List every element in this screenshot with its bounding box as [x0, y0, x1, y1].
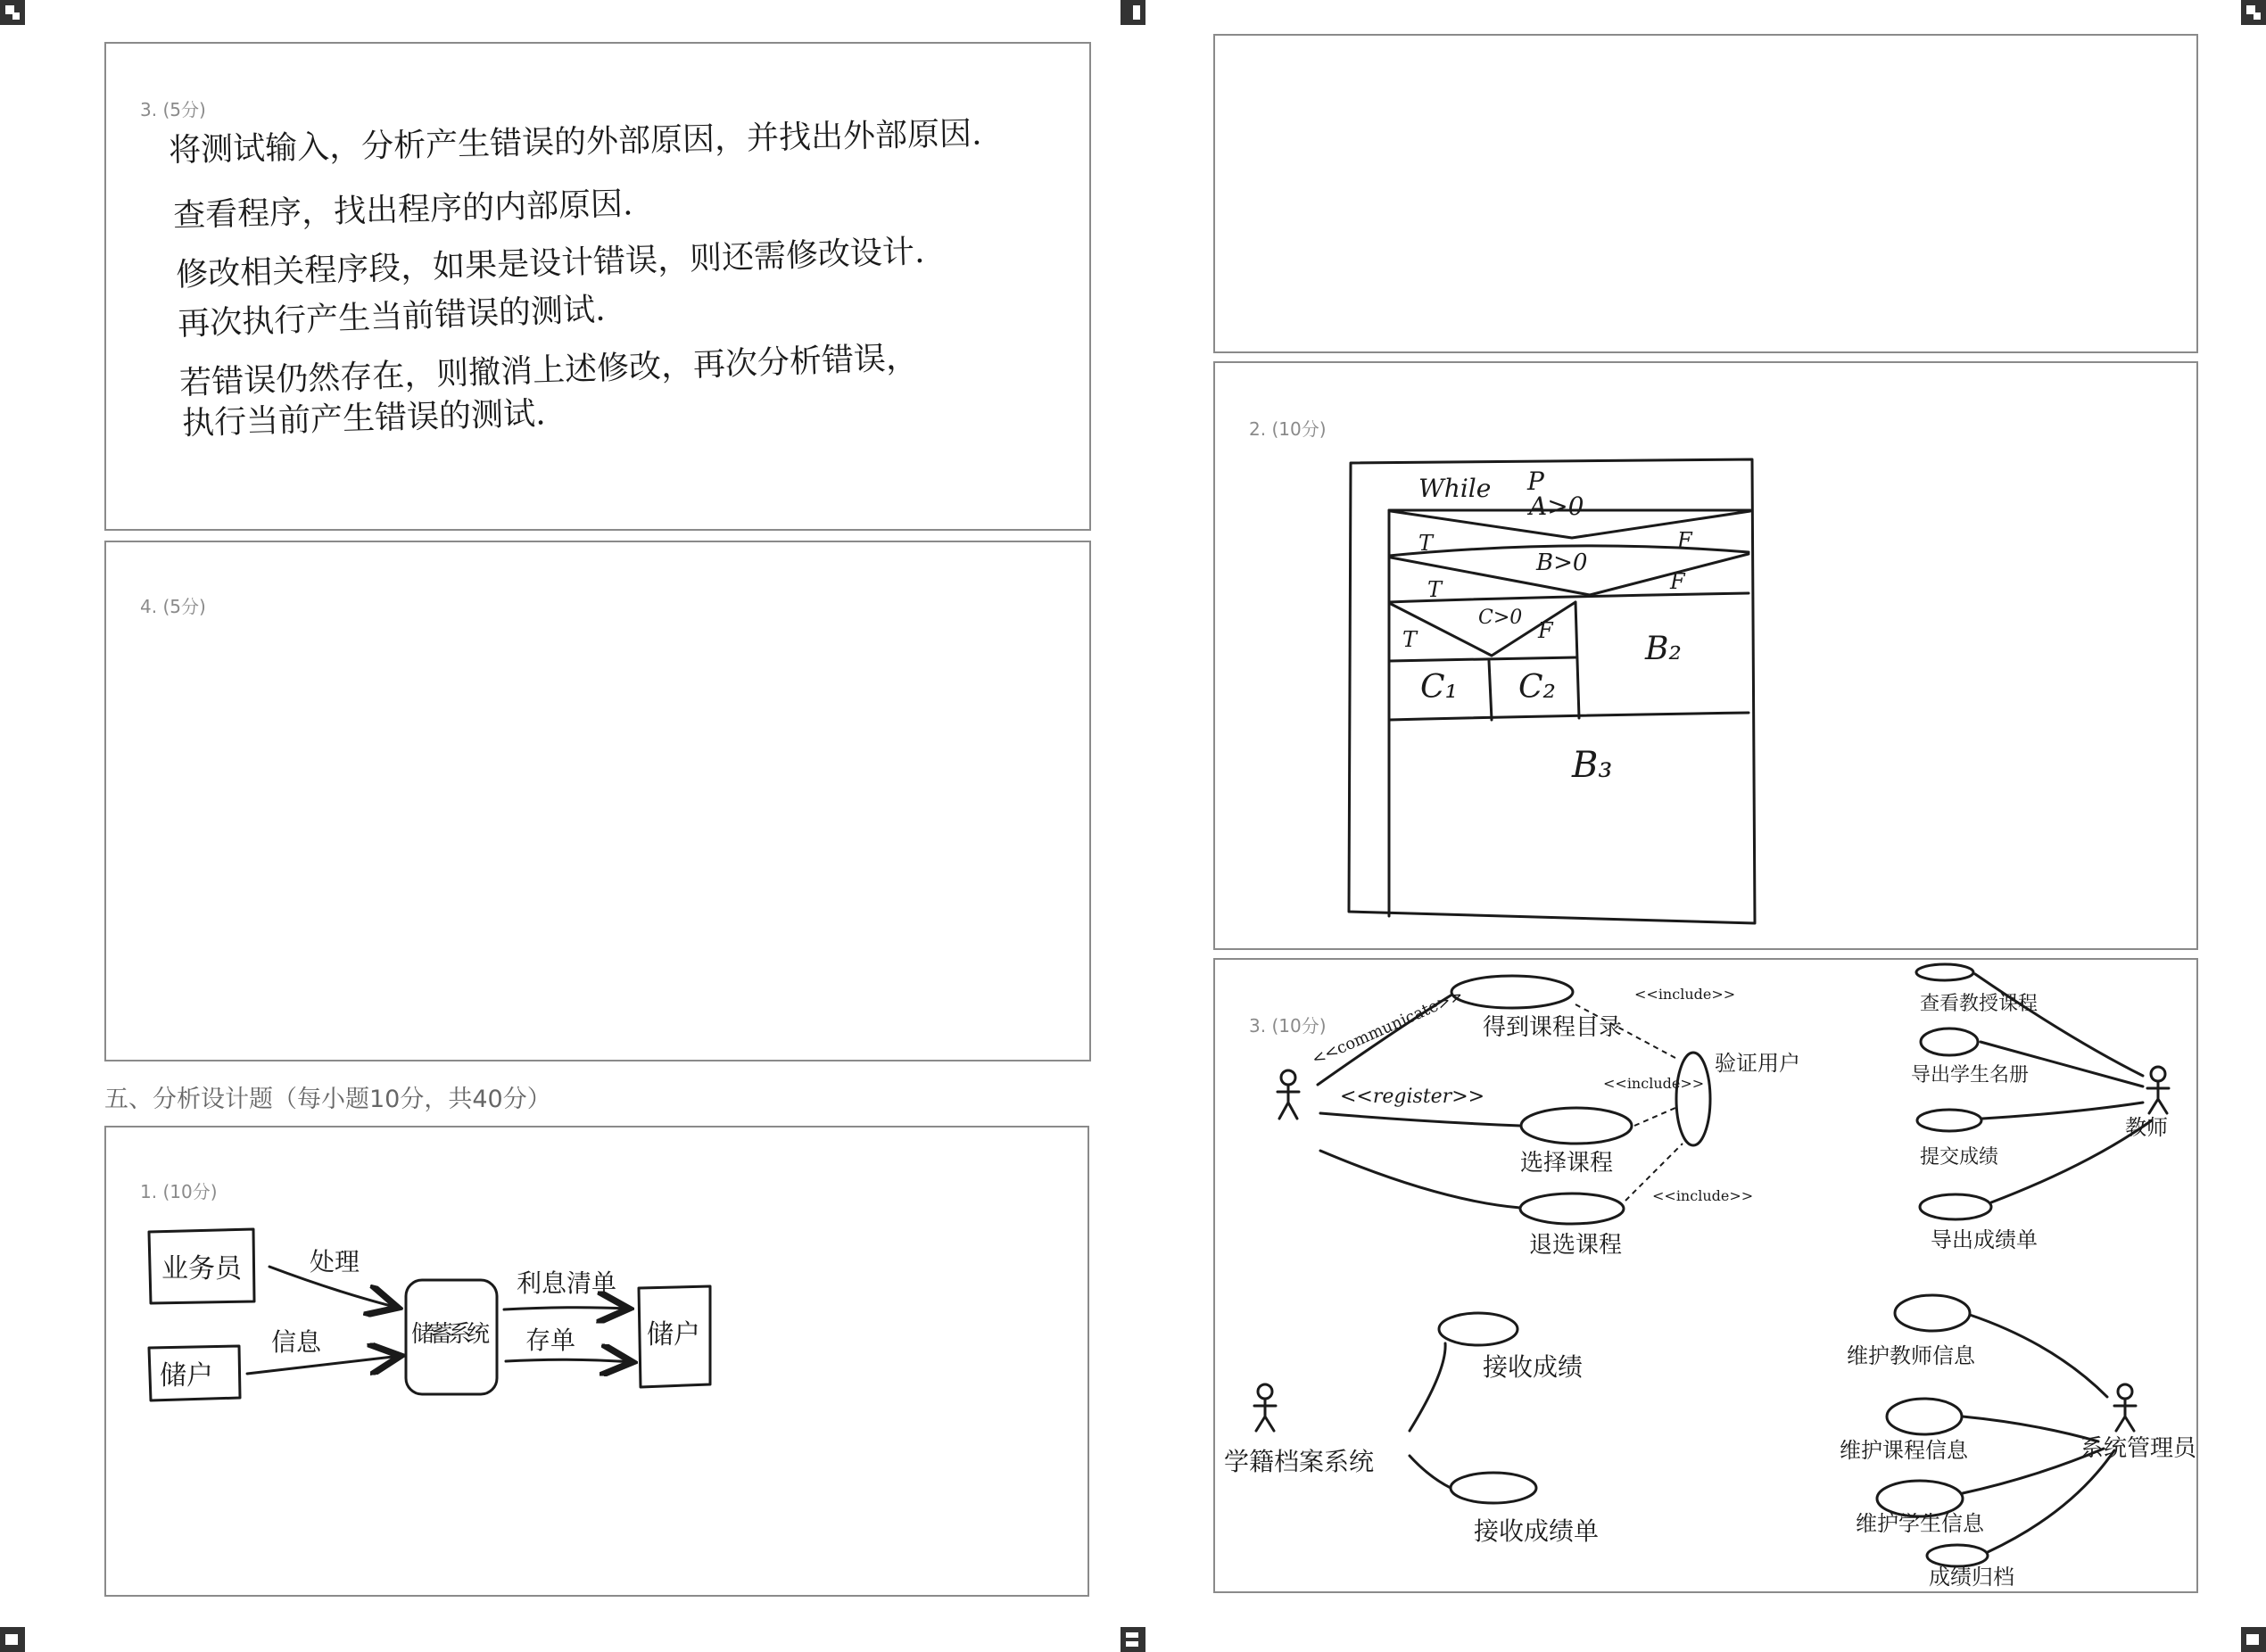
corner-marker-icon: [2241, 1627, 2266, 1652]
question-number: 3. (5分): [140, 99, 206, 120]
ns-f-label: F: [1677, 528, 1692, 553]
stereotype-include: <<include>>: [1634, 986, 1736, 1003]
usecase-teacher-view: [1916, 964, 1973, 980]
flow-process-label: 处理: [310, 1247, 360, 1276]
answer-box-q3-usecase: [1213, 958, 2198, 1593]
usecase-maintain-course: [1887, 1399, 1962, 1434]
ns-t-label: T: [1427, 577, 1443, 602]
flow-info-arrow: [247, 1356, 401, 1374]
ns-t-label: T: [1402, 627, 1418, 652]
answer-box-q1: [104, 1126, 1089, 1597]
flow-interest-label: 利息清单: [517, 1268, 617, 1298]
ns-while-label: While: [1418, 474, 1492, 503]
ns-p-label: P: [1527, 467, 1544, 496]
flow-receipt-arrow: [506, 1359, 633, 1362]
usecase-drop-course-label: 退选课程: [1529, 1232, 1623, 1259]
usecase-maintain-student-label: 维护学生信息: [1856, 1511, 1984, 1536]
corner-marker-icon: [2241, 0, 2266, 25]
usecase-receive-transcript: [1451, 1473, 1536, 1503]
corner-marker-icon: [0, 0, 25, 25]
answer-line: 若错误仍然存在，则撤消上述修改，再次分析错误，: [178, 339, 919, 402]
answer-box-continued: [1213, 34, 2198, 353]
stereotype-communicate: <<communicate>>: [1309, 985, 1467, 1070]
usecase-select-course: [1521, 1108, 1632, 1144]
usecase-get-schedule-label: 得到课程目录: [1483, 1014, 1623, 1041]
entity-depositor-right-label: 储户: [647, 1319, 700, 1351]
corner-marker-icon: [1121, 1627, 1145, 1652]
student-actor-icon: [1278, 1070, 1299, 1119]
usecase-teacher-export-roster-label: 导出学生名册: [1911, 1064, 2030, 1086]
flow-interest-arrow: [504, 1308, 629, 1309]
stereotype-include: <<include>>: [1603, 1075, 1705, 1092]
usecase-teacher-export-transcript-label: 导出成绩单: [1931, 1227, 2038, 1252]
entity-depositor-label: 储户: [160, 1360, 213, 1392]
admin-actor-icon: [2114, 1384, 2136, 1431]
stereotype-register: <<register>>: [1340, 1086, 1485, 1108]
answer-box-q4: [104, 541, 1091, 1061]
usecase-receive-transcript-label: 接收成绩单: [1474, 1516, 1600, 1546]
answer-line: 执行当前产生错误的测试.: [181, 395, 547, 442]
usecase-archive-grades: [1927, 1545, 1988, 1566]
usecase-archive-grades-label: 成绩归档: [1929, 1565, 2014, 1590]
ns-f-label: F: [1670, 569, 1685, 594]
corner-marker-icon: [1121, 0, 1145, 25]
usecase-verify-user: [1676, 1053, 1710, 1145]
usecase-teacher-view-label: 查看教授课程: [1920, 993, 2039, 1015]
usecase-teacher-export-transcript: [1920, 1194, 1991, 1219]
ns-cond-a: A>0: [1529, 491, 1584, 521]
corner-marker-icon: [0, 1627, 25, 1652]
flow-receipt-label: 存单: [525, 1326, 576, 1355]
ns-cond-c: C>0: [1478, 607, 1523, 629]
archive-actor-label: 学籍档案系统: [1224, 1447, 1375, 1476]
ns-c1-label: C₁: [1420, 669, 1458, 706]
usecase-receive-grades: [1439, 1313, 1518, 1345]
ns-b3-label: B₃: [1572, 745, 1613, 786]
use-case-diagram: [1215, 960, 2196, 1591]
ns-diagram: [1215, 363, 2196, 948]
archive-actor-icon: [1254, 1384, 1276, 1431]
usecase-teacher-export-roster: [1921, 1028, 1978, 1055]
admin-actor-label: 系统管理员: [2080, 1435, 2196, 1462]
usecase-verify-user-label: 验证用户: [1715, 1051, 1800, 1076]
question-number: 3. (10分): [1249, 1015, 1327, 1037]
usecase-maintain-teacher: [1895, 1295, 1970, 1331]
ns-t-label: T: [1418, 531, 1434, 556]
usecase-teacher-submit-grades-label: 提交成绩: [1920, 1146, 1999, 1169]
usecase-receive-grades-label: 接收成绩: [1483, 1352, 1584, 1382]
usecase-get-schedule: [1451, 976, 1573, 1008]
answer-box-q3: [104, 42, 1091, 531]
teacher-actor-label: 教师: [2125, 1115, 2168, 1140]
answer-line: 将测试输入，分析产生错误的外部原因，并找出外部原因.: [168, 115, 982, 169]
answer-line: 查看程序，找出程序的内部原因.: [172, 186, 633, 235]
teacher-actor-icon: [2147, 1067, 2169, 1113]
question-number: 2. (10分): [1249, 418, 1327, 440]
question-number: 4. (5分): [140, 596, 206, 617]
ns-cond-b: B>0: [1536, 549, 1588, 576]
data-flow-diagram: [106, 1127, 1088, 1595]
flow-info-label: 信息: [271, 1327, 322, 1357]
stereotype-include: <<include>>: [1652, 1187, 1754, 1204]
process-system-label: 储蓄系统: [411, 1321, 490, 1348]
ns-c2-label: C₂: [1518, 669, 1556, 706]
question-number: 1. (10分): [140, 1181, 218, 1202]
section-title: 五、分析设计题（每小题10分，共40分）: [104, 1086, 551, 1113]
answer-box-q2: [1213, 361, 2198, 950]
entity-clerk-label: 业务员: [161, 1253, 242, 1284]
usecase-maintain-course-label: 维护课程信息: [1840, 1438, 1968, 1463]
ns-b2-label: B₂: [1645, 631, 1682, 667]
usecase-maintain-teacher-label: 维护教师信息: [1847, 1343, 1975, 1368]
usecase-teacher-submit-grades: [1917, 1110, 1981, 1131]
ns-f-label: F: [1538, 618, 1553, 643]
answer-line: 修改相关程序段，如果是设计错误，则还需修改设计.: [175, 233, 925, 294]
usecase-select-course-label: 选择课程: [1520, 1150, 1614, 1177]
answer-line: 再次执行产生当前错误的测试.: [177, 291, 607, 343]
usecase-drop-course: [1520, 1194, 1624, 1224]
